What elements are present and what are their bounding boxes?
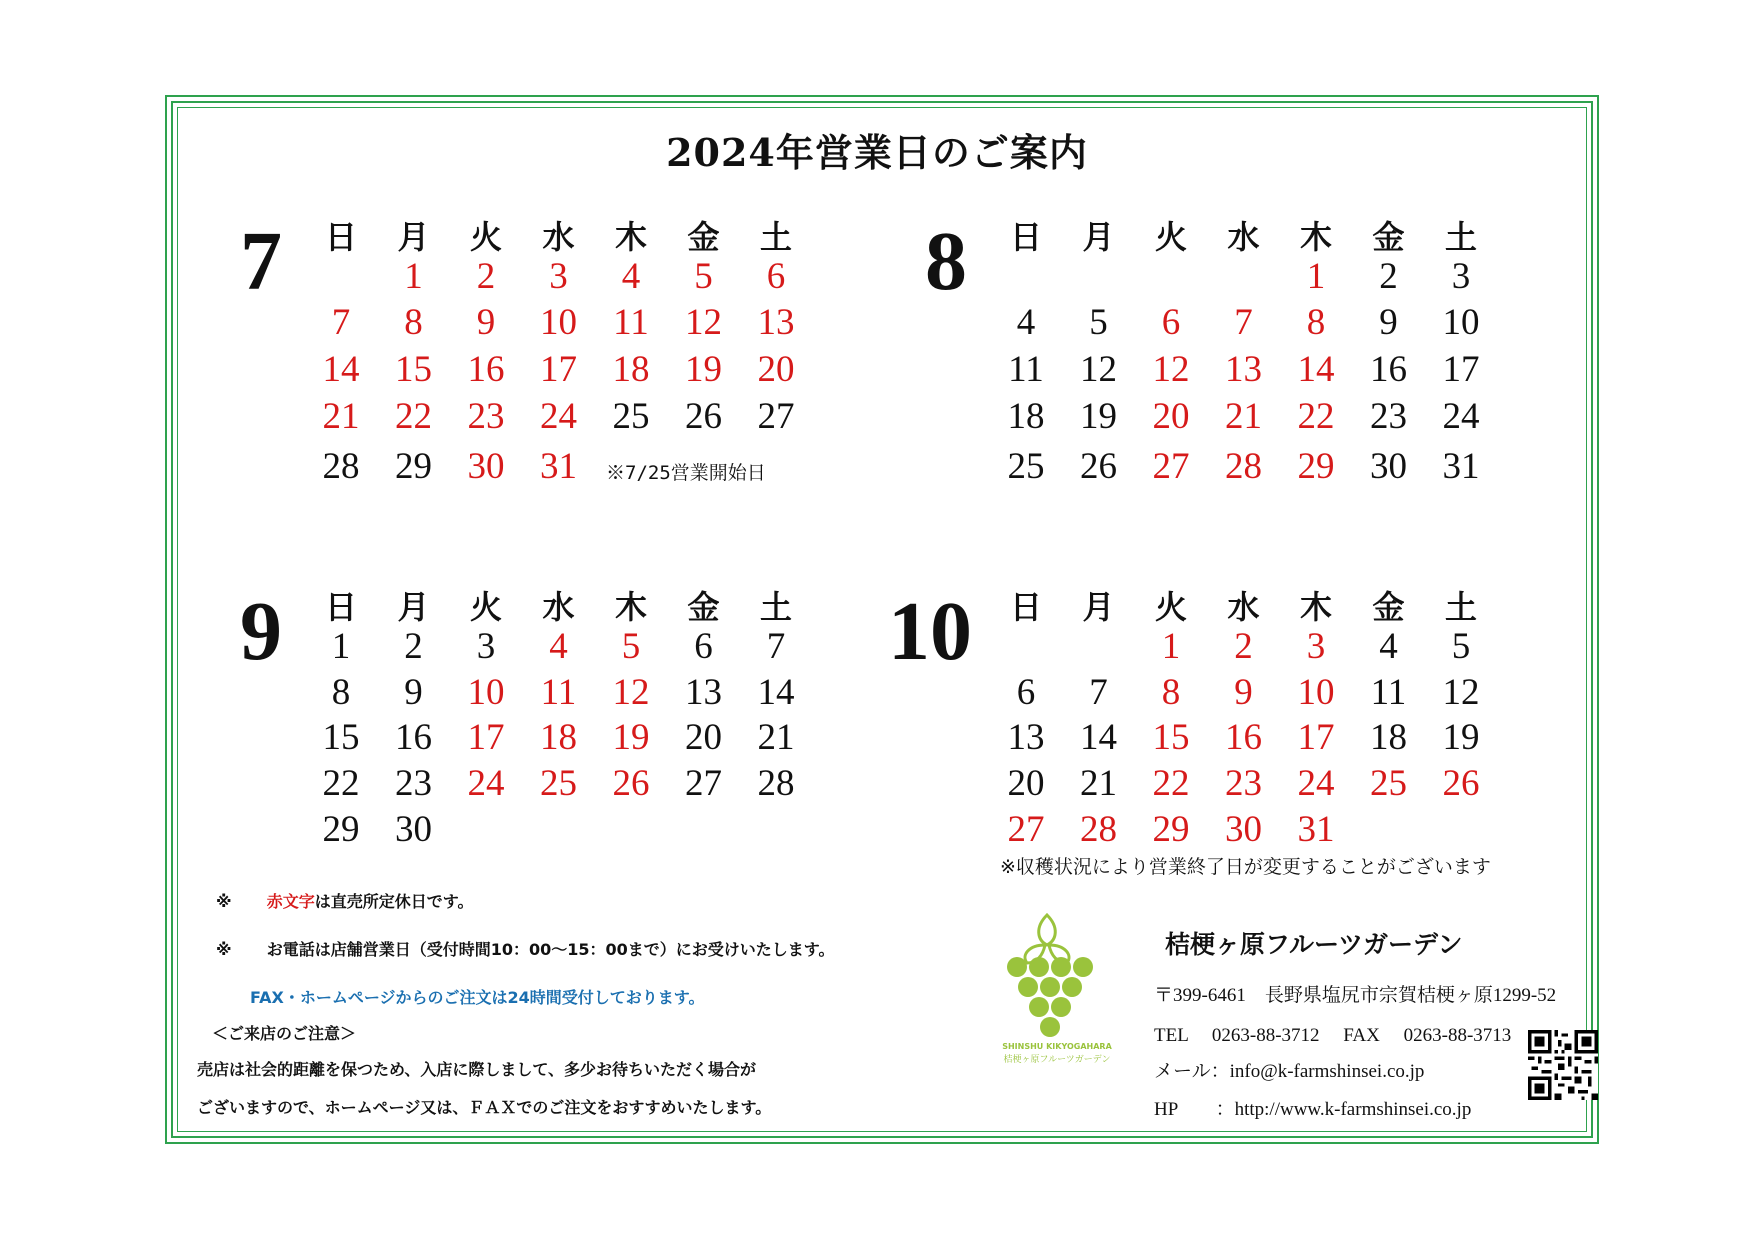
notice-phone-text: お電話は店舗営業日（受付時間10：00～15：00まで）にお受けいたします。 — [266, 940, 835, 959]
weekday-header: 金 — [1372, 218, 1405, 256]
calendar-day: 3 — [1451, 256, 1471, 297]
calendar-day: 5 — [694, 256, 713, 297]
calendar-day: 15 — [395, 349, 432, 390]
calendar-day: 9 — [476, 302, 496, 343]
calendar-day: 29 — [395, 446, 432, 487]
calendar-day: 11 — [1008, 349, 1044, 390]
calendar-day: 6 — [1161, 302, 1181, 343]
calendar-day: 16 — [1370, 349, 1407, 390]
calendar-day: 20 — [1007, 763, 1045, 804]
calendar-day: 26 — [612, 763, 650, 804]
calendar-day: 14 — [1080, 717, 1117, 758]
calendar-day: 7 — [766, 626, 786, 667]
calendar-month-august — [925, 212, 1530, 512]
calendar-day: 7 — [1234, 302, 1253, 343]
calendar-day: 9 — [1234, 672, 1253, 713]
calendar-day: 17 — [1297, 717, 1335, 758]
weekday-header: 土 — [759, 588, 792, 626]
weekday-header: 日 — [324, 588, 357, 626]
calendar-day: 26 — [1080, 446, 1117, 487]
calendar-day: 12 — [1442, 672, 1480, 713]
calendar-day: 13 — [1007, 717, 1045, 758]
calendar-day: 12 — [1152, 349, 1190, 390]
calendar-day: 27 — [1007, 809, 1045, 850]
calendar-day: 1 — [331, 626, 351, 667]
grape-logo-icon — [987, 905, 1127, 1065]
calendar-day: 21 — [1225, 396, 1262, 437]
calendar-day: 2 — [1379, 256, 1398, 297]
calendar-day: 25 — [1370, 763, 1407, 804]
weekday-header: 月 — [1082, 218, 1115, 256]
calendar-day: 29 — [1297, 446, 1335, 487]
weekday-header: 水 — [1227, 218, 1260, 256]
weekday-header: 日 — [1009, 218, 1042, 256]
calendar-day: 12 — [685, 302, 722, 343]
weekday-header: 日 — [1009, 588, 1042, 626]
company-hp: HP ：http://www.k-farmshinsei.co.jp — [1154, 1099, 1472, 1120]
calendar-day: 22 — [1152, 763, 1190, 804]
calendar-month-september — [240, 582, 845, 882]
calendar-day: 11 — [1370, 672, 1407, 713]
calendar-day: 22 — [322, 763, 360, 804]
calendar-day: 10 — [1442, 302, 1480, 343]
weekday-header: 火 — [1154, 218, 1187, 256]
calendar-day: 13 — [757, 302, 795, 343]
calendar-day: 24 — [467, 763, 505, 804]
calendar-day: 14 — [1297, 349, 1335, 390]
calendar-day: 28 — [322, 446, 360, 487]
month-number: 9 — [240, 585, 282, 678]
calendar-day: 18 — [540, 717, 577, 758]
month-number: 10 — [888, 585, 972, 678]
calendar-day: 20 — [685, 717, 722, 758]
calendar-day: 3 — [549, 256, 568, 297]
notice-red-text: 赤文字 — [266, 892, 315, 911]
calendar-day: 19 — [1080, 396, 1117, 437]
calendar-day: 10 — [467, 672, 505, 713]
calendar-day: 26 — [1442, 763, 1480, 804]
july-note: ※7/25営業開始日 — [606, 462, 766, 484]
calendar-day: 22 — [1297, 396, 1335, 437]
calendar-day: 2 — [404, 626, 423, 667]
calendar-day: 30 — [467, 446, 505, 487]
weekday-header: 木 — [1299, 588, 1332, 626]
calendar-day: 25 — [612, 396, 650, 437]
calendar-day: 23 — [1370, 396, 1407, 437]
calendar-day: 31 — [540, 446, 577, 487]
notice-mark: ※ — [216, 892, 232, 911]
notice-phone — [216, 937, 835, 960]
company-address: 〒399-6461 長野県塩尻市宗賀桔梗ヶ原1299-52 — [1154, 985, 1557, 1006]
calendar-day: 17 — [467, 717, 505, 758]
weekday-header: 日 — [324, 218, 357, 256]
calendar-day: 21 — [1080, 763, 1117, 804]
logo-line2: 桔梗ヶ原フルーツガーデン — [1003, 1055, 1111, 1065]
calendar-day: 27 — [685, 763, 722, 804]
weekday-header: 水 — [542, 588, 575, 626]
calendar-day: 19 — [685, 349, 722, 390]
weekday-header: 月 — [397, 588, 430, 626]
calendar-day: 13 — [685, 672, 722, 713]
company-email: メール：info@k-farmshinsei.co.jp — [1154, 1061, 1425, 1082]
calendar-day: 18 — [1370, 717, 1407, 758]
calendar-day: 23 — [395, 763, 432, 804]
calendar-day: 29 — [1152, 809, 1190, 850]
calendar-day: 1 — [1161, 626, 1181, 667]
calendar-day: 10 — [540, 302, 577, 343]
calendar-day: 21 — [322, 396, 360, 437]
calendar-day: 4 — [621, 256, 641, 297]
notice-holiday-rest: は直売所定休日です。 — [314, 892, 474, 911]
calendar-day: 15 — [322, 717, 360, 758]
calendar-day: 19 — [1442, 717, 1480, 758]
calendar-month-october — [888, 582, 1500, 882]
calendar-day: 31 — [1442, 446, 1480, 487]
calendar-day: 31 — [1297, 809, 1335, 850]
calendar-day: 10 — [1297, 672, 1335, 713]
calendar-day: 8 — [1306, 302, 1326, 343]
calendar-day: 14 — [322, 349, 360, 390]
calendar-day: 24 — [540, 396, 577, 437]
notice-holiday — [216, 889, 473, 912]
weekday-header: 木 — [614, 588, 647, 626]
calendar-day: 20 — [757, 349, 795, 390]
calendar-day: 29 — [322, 809, 360, 850]
calendar-day: 27 — [757, 396, 795, 437]
calendar-day: 30 — [1370, 446, 1407, 487]
calendar-day: 5 — [621, 626, 641, 667]
weekday-header: 土 — [759, 218, 792, 256]
company-name: 桔梗ヶ原フルーツガーデン — [1165, 930, 1463, 959]
calendar-day: 5 — [1451, 626, 1471, 667]
calendar-day: 30 — [395, 809, 432, 850]
calendar-day: 18 — [612, 349, 650, 390]
calendar-day: 11 — [613, 302, 649, 343]
calendar-day: 8 — [1161, 672, 1181, 713]
calendar-day: 15 — [1152, 717, 1190, 758]
calendar-day: 14 — [757, 672, 795, 713]
weekday-header: 火 — [469, 218, 502, 256]
calendar-day: 16 — [395, 717, 432, 758]
logo-line1: SHINSHU KIKYOGAHARA — [1002, 1042, 1112, 1051]
calendar-day: 13 — [1225, 349, 1262, 390]
calendar-day: 7 — [331, 302, 351, 343]
notice-fax-web: FAX・ホームページからのご注文は24時間受付しております。 — [250, 988, 705, 1007]
notice-visit-line1: 売店は社会的距離を保つため、入店に際しまして、多少お待ちいただく場合が — [197, 1060, 757, 1079]
calendar-day: 3 — [476, 626, 496, 667]
weekday-header: 火 — [1154, 588, 1187, 626]
calendar-day: 8 — [404, 302, 423, 343]
calendar-day: 12 — [612, 672, 650, 713]
calendar-day: 25 — [1007, 446, 1045, 487]
calendar-day: 23 — [467, 396, 505, 437]
weekday-header: 金 — [687, 218, 720, 256]
calendar-day: 12 — [1080, 349, 1117, 390]
calendar-day: 20 — [1152, 396, 1190, 437]
calendar-day: 7 — [1089, 672, 1108, 713]
weekday-header: 水 — [542, 218, 575, 256]
weekday-header: 火 — [469, 588, 502, 626]
calendar-day: 28 — [1225, 446, 1262, 487]
notice-visit-line2: ございますので、ホームページ又は、ＦＡＸでのご注文をおすすめいたします。 — [197, 1098, 772, 1117]
calendar-day: 30 — [1225, 809, 1262, 850]
calendar-day: 6 — [694, 626, 713, 667]
calendar-day: 5 — [1089, 302, 1108, 343]
calendar-day: 27 — [1152, 446, 1190, 487]
weekday-header: 土 — [1444, 218, 1477, 256]
calendar-day: 2 — [476, 256, 496, 297]
calendar-day: 11 — [540, 672, 577, 713]
calendar-day: 24 — [1297, 763, 1335, 804]
calendar-day: 23 — [1225, 763, 1262, 804]
month-number: 8 — [925, 215, 967, 308]
calendar-day: 28 — [1080, 809, 1117, 850]
calendar-day: 1 — [1306, 256, 1326, 297]
company-tel-fax: TEL 0263-88-3712 FAX 0263-88-3713 — [1154, 1025, 1512, 1046]
calendar-day: 6 — [1016, 672, 1036, 713]
calendar-day: 2 — [1234, 626, 1253, 667]
calendar-day: 24 — [1442, 396, 1480, 437]
calendar-day: 16 — [1225, 717, 1262, 758]
page-title: 2024年営業日のご案内 — [666, 130, 1088, 175]
calendar-day: 26 — [685, 396, 722, 437]
calendar-day: 1 — [404, 256, 423, 297]
calendar-day: 16 — [467, 349, 505, 390]
calendar-day: 8 — [331, 672, 351, 713]
weekday-header: 金 — [1372, 588, 1405, 626]
notice-mark: ※ — [216, 940, 232, 959]
calendar-day: 17 — [1442, 349, 1480, 390]
month-number: 7 — [240, 215, 282, 308]
weekday-header: 月 — [1082, 588, 1115, 626]
calendar-day: 19 — [612, 717, 650, 758]
calendar-day: 17 — [540, 349, 577, 390]
weekday-header: 金 — [687, 588, 720, 626]
weekday-header: 水 — [1227, 588, 1260, 626]
calendar-day: 22 — [395, 396, 432, 437]
calendar-day: 25 — [540, 763, 577, 804]
calendar-day: 18 — [1007, 396, 1045, 437]
weekday-header: 木 — [614, 218, 647, 256]
calendar-day: 4 — [1016, 302, 1036, 343]
qr-code-icon — [1528, 1030, 1598, 1100]
calendar-day: 9 — [1379, 302, 1398, 343]
weekday-header: 木 — [1299, 218, 1332, 256]
notice-visit-heading: ＜ご来店のご注意＞ — [212, 1024, 357, 1043]
calendar-day: 4 — [1379, 626, 1398, 667]
calendar-day: 28 — [757, 763, 795, 804]
weekday-header: 月 — [397, 218, 430, 256]
calendar-day: 21 — [757, 717, 795, 758]
calendar-day: 9 — [404, 672, 423, 713]
calendar-day: 6 — [766, 256, 786, 297]
calendar-day: 3 — [1306, 626, 1326, 667]
october-note: ※収穫状況により営業終了日が変更することがございます — [1000, 856, 1491, 878]
weekday-header: 土 — [1444, 588, 1477, 626]
calendar-day: 4 — [549, 626, 568, 667]
